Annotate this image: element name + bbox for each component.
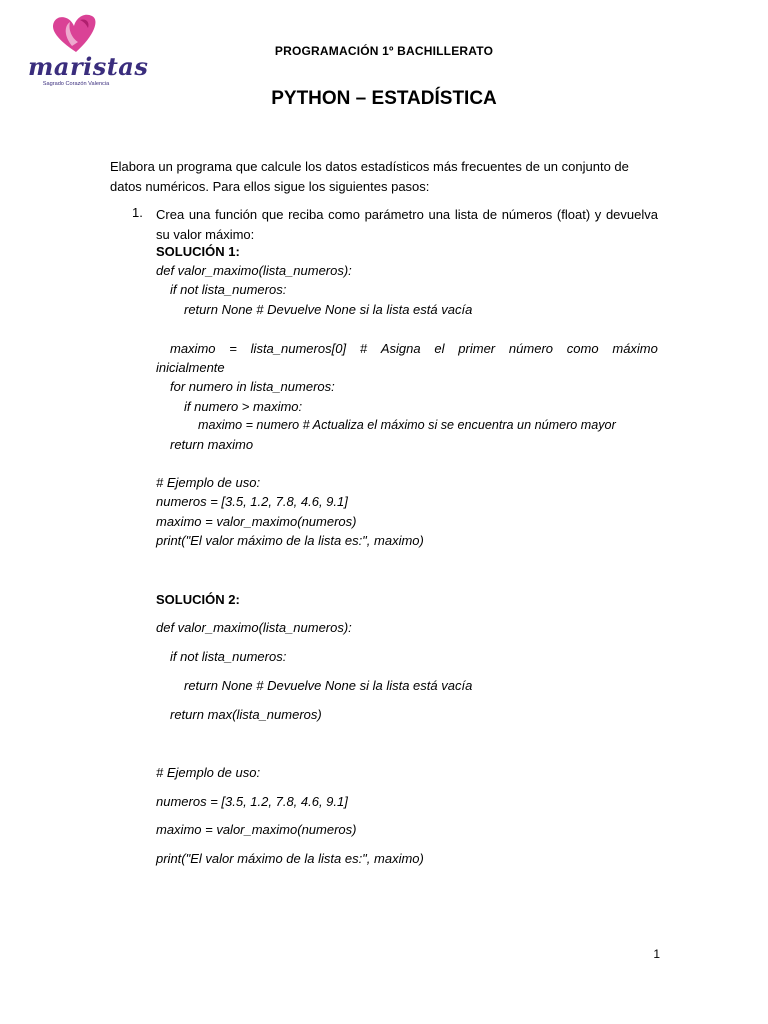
code-line: if numero > maximo: xyxy=(184,399,303,414)
code-word: primer xyxy=(458,341,496,356)
code-word: máximo xyxy=(612,341,658,356)
code-line: # Ejemplo de uso: xyxy=(156,475,261,490)
course-header: PROGRAMACIÓN 1º BACHILLERATO xyxy=(274,44,494,58)
page-number: 1 xyxy=(653,947,660,961)
code-line: return maximo xyxy=(170,437,254,452)
code-line: # Ejemplo de uso: xyxy=(156,765,261,780)
code-line: if not lista_numeros: xyxy=(170,649,287,664)
code-line: numeros = [3.5, 1.2, 7.8, 4.6, 9.1] xyxy=(156,794,348,809)
code-line-justified xyxy=(170,339,658,358)
code-line: def valor_maximo(lista_numeros): xyxy=(156,620,352,635)
intro-paragraph: Elabora un programa que calcule los datos estadísticos más frecuentes de un conjunto de datos numéricos. Para ellos sigue los siguientes pasos: xyxy=(110,159,629,194)
code-line: print("El valor máximo de la lista es:", maximo) xyxy=(156,851,424,866)
code-line: maximo = valor_maximo(numeros) xyxy=(156,822,357,837)
page-title: PYTHON – ESTADÍSTICA xyxy=(271,88,497,109)
logo-wordmark: maristas xyxy=(28,52,149,81)
code-line: maximo = numero # Actualiza el máximo si se encuentra un número mayor xyxy=(198,418,616,432)
list-item-text: Crea una función que reciba como parámetro una lista de números (float) y devuelva su valor máximo: xyxy=(156,207,658,242)
code-line: inicialmente xyxy=(156,360,225,375)
code-line: return None # Devuelve None si la lista está vacía xyxy=(184,678,473,693)
code-word: número xyxy=(508,341,553,356)
code-word: el xyxy=(434,341,445,356)
code-line: for numero in lista_numeros: xyxy=(170,379,335,394)
code-line: def valor_maximo(lista_numeros): xyxy=(156,263,352,278)
code-line: print("El valor máximo de la lista es:", maximo) xyxy=(156,533,424,548)
code-word: lista_numeros[0] xyxy=(250,341,347,356)
code-word: maximo xyxy=(170,341,216,356)
code-line: return None # Devuelve None si la lista está vacía xyxy=(184,302,473,317)
list-item-number: 1. xyxy=(132,205,143,220)
code-word: como xyxy=(566,341,599,356)
code-line: maximo = valor_maximo(numeros) xyxy=(156,514,357,529)
code-line: if not lista_numeros: xyxy=(170,282,287,297)
solution-2-label: SOLUCIÓN 2: xyxy=(156,592,240,607)
code-line: return max(lista_numeros) xyxy=(170,707,322,722)
code-word: # xyxy=(359,341,368,356)
solution-1-label: SOLUCIÓN 1: xyxy=(156,244,240,259)
code-word: = xyxy=(229,341,237,356)
code-word: Asigna xyxy=(380,341,421,356)
logo-subtitle: Sagrado Corazón Valencia xyxy=(42,81,110,87)
code-line: numeros = [3.5, 1.2, 7.8, 4.6, 9.1] xyxy=(156,494,348,509)
